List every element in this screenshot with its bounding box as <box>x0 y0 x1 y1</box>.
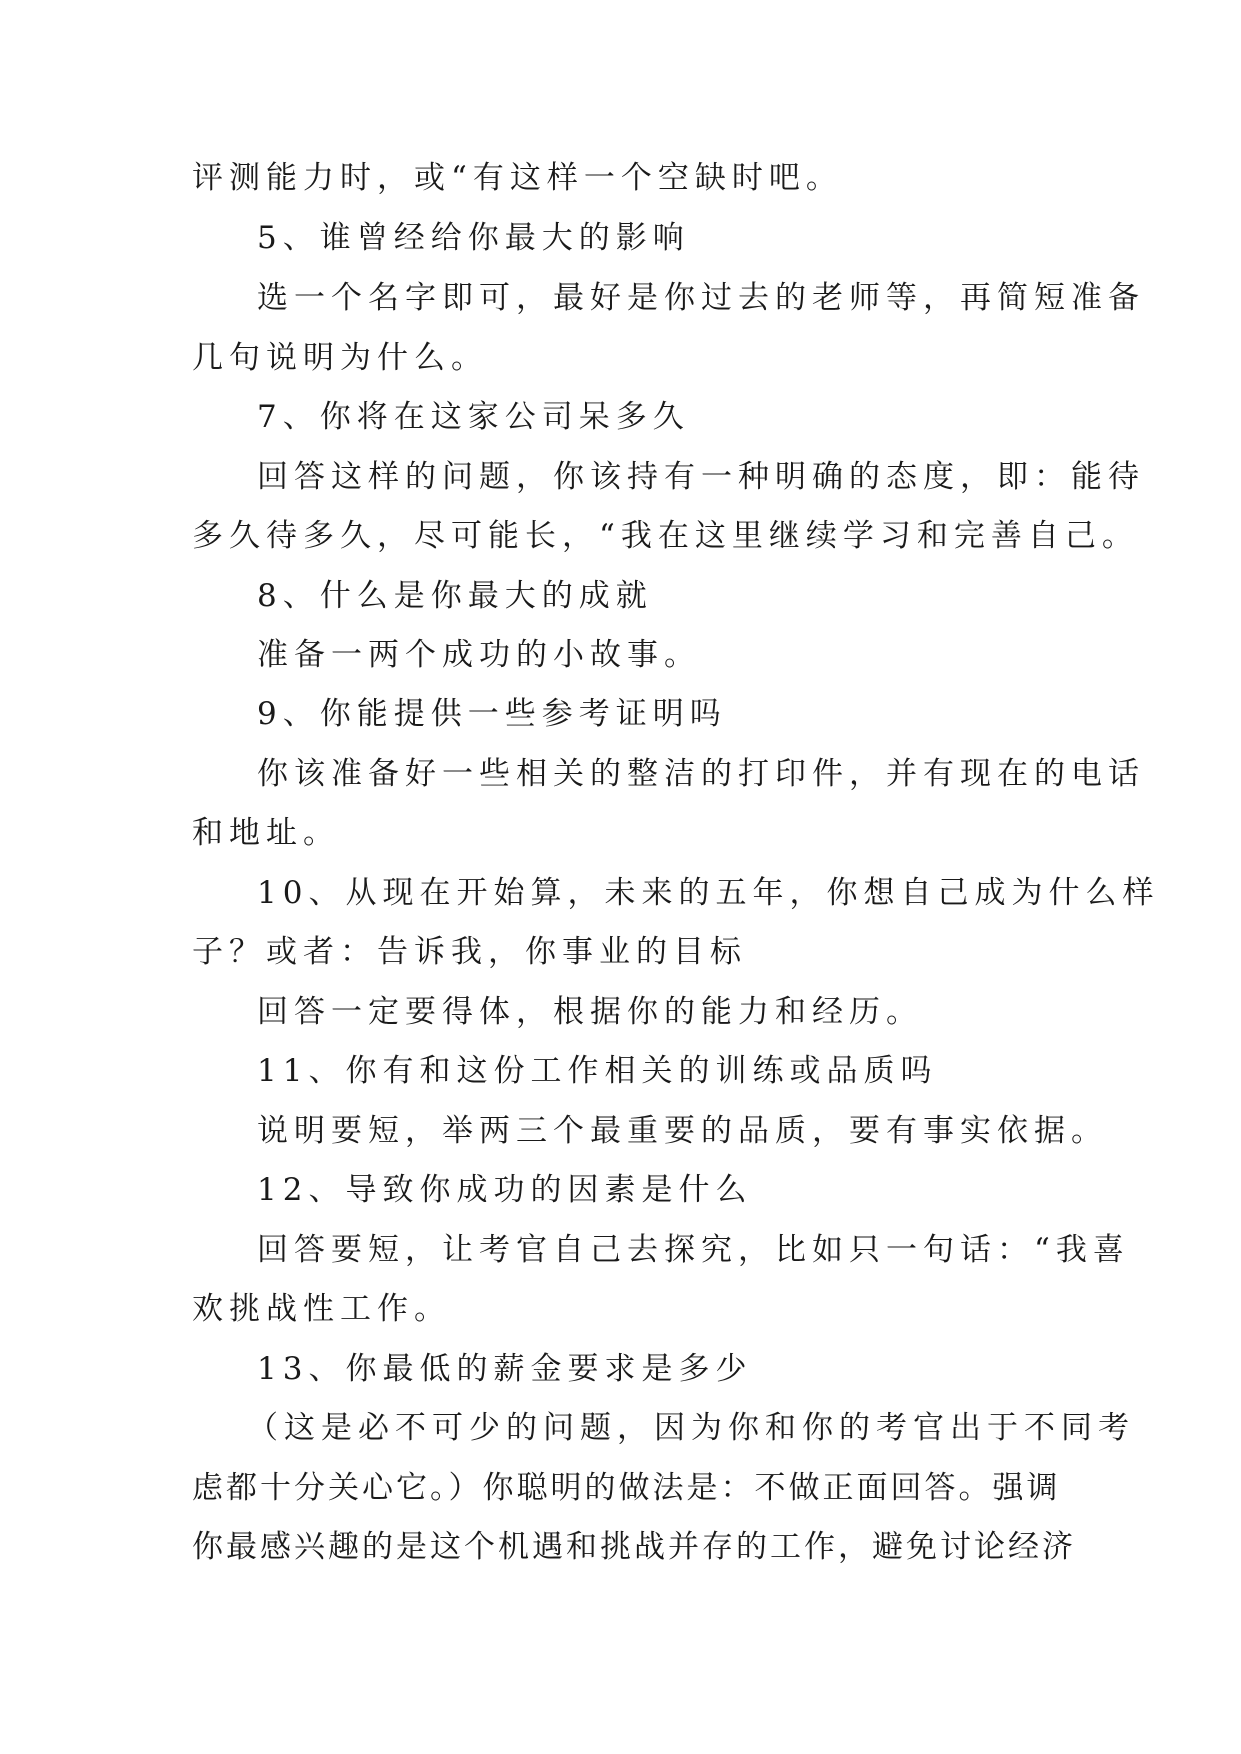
question-heading: 8、什么是你最大的成就 <box>257 578 653 614</box>
text-line: 说明要短，举两三个最重要的品质，要有事实依据。 <box>257 1113 1108 1149</box>
text-line: 回答一定要得体，根据你的能力和经历。 <box>257 994 923 1030</box>
text-line: 和地址。 <box>192 815 340 851</box>
text-line: 回答这样的问题，你该持有一种明确的态度，即：能待 <box>257 459 1145 495</box>
question-heading: 12、导致你成功的因素是什么 <box>257 1172 753 1208</box>
text-line: 欢挑战性工作。 <box>192 1291 451 1327</box>
question-heading: 10、从现在开始算，未来的五年，你想自己成为什么样 <box>257 875 1160 911</box>
text-line: 准备一两个成功的小故事。 <box>257 637 701 673</box>
text-line: 评测能力时，或“有这样一个空缺时吧。 <box>192 160 843 196</box>
text-line: 你该准备好一些相关的整洁的打印件，并有现在的电话 <box>257 756 1145 792</box>
question-heading: 13、你最低的薪金要求是多少 <box>257 1351 753 1387</box>
text-line: 回答要短，让考官自己去探究，比如只一句话：“我喜 <box>257 1232 1130 1268</box>
text-line: （这是必不可少的问题，因为你和你的考官出于不同考 <box>247 1410 1135 1446</box>
text-line: 多久待多久，尽可能长，“我在这里继续学习和完善自己。 <box>192 518 1139 554</box>
text-line: 虑都十分关心它。）你聪明的做法是：不做正面回答。强调 <box>192 1470 1061 1506</box>
text-line: 选一个名字即可，最好是你过去的老师等，再简短准备 <box>257 280 1145 316</box>
text-line: 几句说明为什么。 <box>192 340 488 376</box>
question-heading: 11、你有和这份工作相关的训练或品质吗 <box>257 1053 938 1089</box>
question-heading: 7、你将在这家公司呆多久 <box>257 399 690 435</box>
question-heading: 5、谁曾经给你最大的影响 <box>257 220 690 256</box>
text-line: 你最感兴趣的是这个机遇和挑战并存的工作，避免讨论经济 <box>192 1529 1076 1565</box>
question-heading: 9、你能提供一些参考证明吗 <box>257 696 727 732</box>
text-line: 子？或者：告诉我，你事业的目标 <box>192 934 747 970</box>
